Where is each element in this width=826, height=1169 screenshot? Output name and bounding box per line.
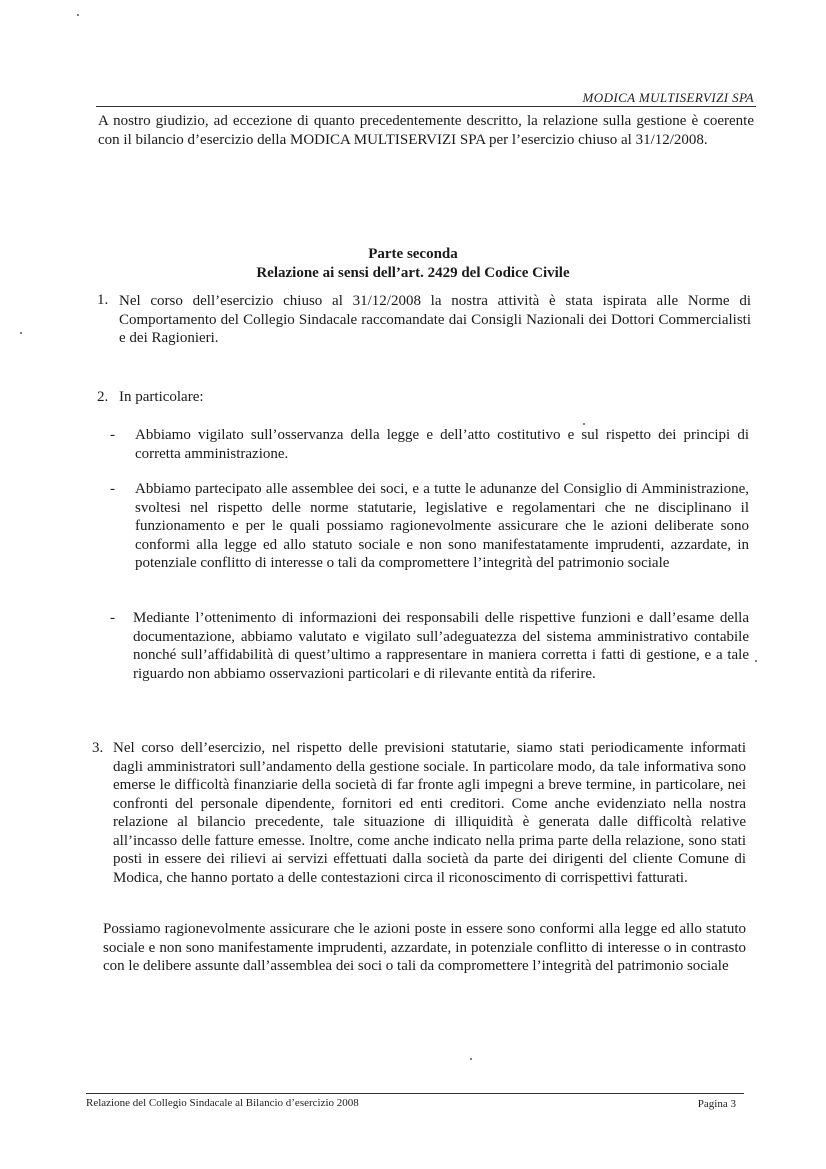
item-text-2: In particolare: <box>119 389 204 405</box>
bullet-marker-3: - <box>110 610 115 626</box>
header-company-name: MODICA MULTISERVIZI SPA <box>582 90 754 105</box>
item-number-1: 1. <box>97 292 109 308</box>
intro-paragraph: A nostro giudizio, ad eccezione di quanto precedentemente descritto, la relazione sulla gestione è coerente con il bilancio d’esercizio della MODICA MULTISERVIZI SPA per l’esercizio chiuso al 31/12/2008. <box>98 113 754 148</box>
section-title: Parte seconda <box>368 246 458 262</box>
scan-speck <box>470 1058 472 1060</box>
footer-page-number: Pagina 3 <box>697 1098 736 1110</box>
bullet-text-3: Mediante l’ottenimento di informazioni dei responsabili delle rispettive funzioni e dall’esame della documentazione, abbiamo valutato e vigilato sull’adeguatezza del sistema amministrativo contabile nonché sull’affidabilità di quest’ultimo a rappresentare in maniera corretta i fatti di gestione, e a tale riguardo non abbiamo osservazioni particolari e di rilevante entità da riferire. <box>133 610 749 682</box>
section-subtitle: Relazione ai sensi dell’art. 2429 del Codice Civile <box>256 265 570 281</box>
scan-speck <box>77 14 79 16</box>
item-number-2: 2. <box>97 389 109 405</box>
scan-speck <box>20 332 22 334</box>
footer-rule <box>86 1093 744 1094</box>
bullet-text-1: Abbiamo vigilato sull’osservanza della legge e dell’atto costitutivo e sul rispetto dei principi di corretta amministrazione. <box>135 427 749 462</box>
bullet-text-2: Abbiamo partecipato alle assemblee dei soci, e a tutte le adunanze del Consiglio di Amministrazione, svoltesi nel rispetto delle norme statutarie, legislative e regolamentari che ne disciplinano il funzionamento e per le quali possiamo ragionevolmente assicurare che le azioni deliberate sono conformi alla legge ed allo statuto sociale e non sono manifestatamente imprudenti, azzardate, in potenziale conflitto di interesse o tali da compromettere l’integrità del patrimonio sociale <box>135 481 749 571</box>
item-number-3: 3. <box>92 740 104 756</box>
scan-speck <box>755 660 757 662</box>
bullet-marker-2: - <box>110 481 115 497</box>
item-text-1: Nel corso dell’esercizio chiuso al 31/12/2008 la nostra attività è stata ispirata alle Norme di Comportamento del Collegio Sindacale raccomandate dai Consigli Nazionali dei Dottori Commercialisti e dei Ragionieri. <box>119 293 751 346</box>
scan-speck <box>583 423 585 425</box>
footer-document-title: Relazione del Collegio Sindacale al Bilancio d’esercizio 2008 <box>86 1097 359 1109</box>
item-text-3: Nel corso dell’esercizio, nel rispetto delle previsioni statutarie, siamo stati periodicamente informati dagli amministratori sull’andamento della gestione sociale. In particolare modo, da tale informativa sono emerse le difficoltà finanziarie della società di far fronte agli impegni a breve termine, in particolare, nei confronti del personale dipendente, fornitori ed enti creditori. Come anche evidenziato nella nostra relazione al bilancio precedente, tale situazione di illiquidità è generata dalle difficoltà relative all’incasso delle fatture emesse. Inoltre, come anche indicato nella prima parte della relazione, sono stati posti in essere dei rilievi ai servizi effettuati dalla società da parte dei dirigenti del cliente Comune di Modica, che hanno portato a delle contestazioni circa il riconoscimento di corrispettivi fatturati. <box>113 740 746 886</box>
bullet-marker-1: - <box>110 427 115 443</box>
header-rule <box>96 106 756 107</box>
closing-paragraph: Possiamo ragionevolmente assicurare che le azioni poste in essere sono conformi alla legge ed allo statuto sociale e non sono manifestamente imprudenti, azzardate, in potenziale conflitto di interesse o in contrasto con le delibere assunte dall’assemblea dei soci o tali da compromettere l’integrità del patrimonio sociale <box>103 921 746 974</box>
